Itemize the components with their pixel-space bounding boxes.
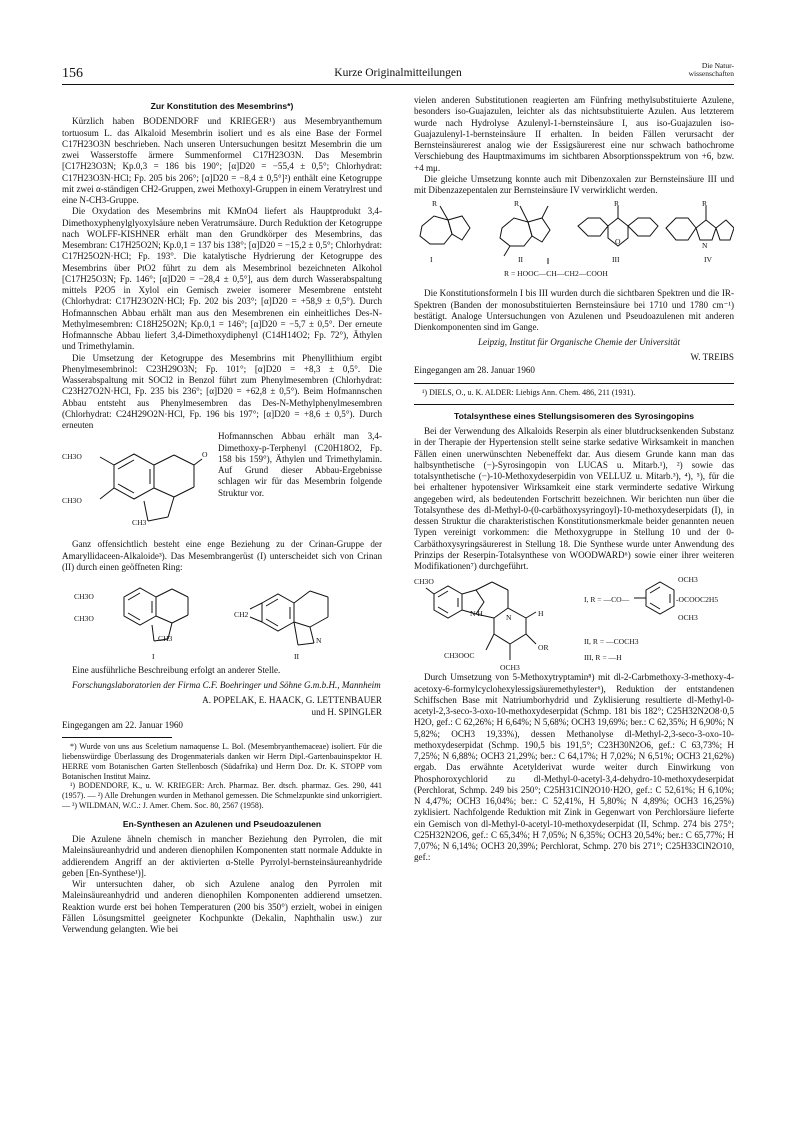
methylenedioxy-label: CH2	[234, 610, 249, 619]
article2-paragraph: Die Azulene ähneln chemisch in mancher Beziehung den Pyrrolen, die mit Maleinsäureanhydrid und anderen dienophilen Komponenten statt normale Addukte in addierendem Angriff an der aktivierten α-Stelle Pyrrolyl-bernsteinsäureanhydride geben [En-Synthese¹)].	[62, 834, 382, 878]
article1-authors: A. POPELAK, E. HAACK, G. LETTENBAUER	[202, 694, 382, 705]
methoxy-label: CH3O	[74, 614, 94, 623]
article3-paragraph: Bei der Verwendung des Alkaloids Reserpin als einer blutdrucksenkenden Substanz in der Therapie der Hypertension stellt seine starke sedative Wirksamkeit in manchen Fällen einen unerwünschten Nebeneffekt dar. Aus diesem Grunde kann man das halbsynthetische (−)-Syrosingopin von LUCAS u. Mitarb.¹), ²) sowie das totalsynthetische (−)-10-Methoxydeserpidin von VELLUZ u. Mitarb.³), ⁴), ⁵), für die bei erhaltener hypotensiver Wirksamkeit eine stark verminderte sedative Wirkung angegeben wird, als bedeutenden Fortschritt bezeichnen. Wir berichten nun über die Totalsynthese des dl-Methyl-0-(0-carbäthoxysyringoyl)-10-methoxydeserpidats (I), in dessen Struktur die charakteristischen Konstitutionsmerkmale beider genannten neuen Typen vereinigt vorkommen: die Methoxygruppe in Stellung 10 und der 0-Carbäthoxysyringsäurerest in Stellung 18. Die Synthese wurde unter Anwendung des Prinzips der Reserpin-Totalsynthese von WOODWARD⁶) sowie einer ihrer weiteren Modifikationen⁷) durchgeführt.	[414, 426, 734, 572]
article1-paragraph: Kürzlich haben BODENDORF und KRIEGER¹) aus Mesembryanthemum tortuosum L. das Alkaloid Mesembrin isoliert und es als eine Base der Formel C17H23O3N beschrieben. Nach unseren Untersuchungen besitzt Mesembrin die um zwei Wasserstoffe ärmere Summenformel C17H23O3N. Das Mesembrin [C17H23O3N; Kp.0,3 = 186 bis 190°; [α]D20 = −55,4 ± 0,5°; Chlorhydrat: C17H23O3N·HCl; Fp. 205 bis 206°; [α]D20 = −8,4 ± 0,5°]²) enthält eine Ketogruppe mit zwei α-ständigen CH2-Gruppen, zwei Methoxyl-Gruppen in einem Veratrylrest und eine N-CH3-Gruppe.	[62, 116, 382, 205]
structure-label-i: I	[152, 652, 155, 661]
footnote: *) Wurde von uns aus Sceletium namaquense L. Bol. (Mesembryanthemaceae) isoliert. Für die liebenswürdige Überlassung des Drogenmaterials danken wir Herrn Dipl.-Gartenbauinspektor H. HERRE vom Botanischen Garten Stellenbosch (Südafrika) und Herrn Doz. Dr. K. STOPP vom Botanischen Institut Mainz.	[62, 742, 382, 781]
methoxy-label: CH3O	[414, 577, 434, 587]
succinic-r-formula: R = HOOC—CH—CH2—COOH	[504, 269, 608, 279]
page-number: 156	[62, 66, 83, 81]
article2-paragraph: Die gleiche Umsetzung konnte auch mit Dibenzoxalen zur Bernsteinsäure III und mit Dibenzazepentalen zur Bernsteinsäure IV verwirklicht werden.	[414, 173, 734, 195]
carbethoxy-label: -OCOOC2H5	[676, 595, 719, 605]
deserpidate-structure-figure	[414, 572, 734, 672]
residue-r-iii-label: III, R = —H	[584, 653, 622, 663]
n-methyl-label: CH3	[132, 518, 147, 528]
article2-paragraph: vielen anderen Substitutionen reagierten am Fünfring methylsubstituierte Azulene, besonders iso-Guajazulen, leichter als das nichtsubstituierte Azulen. Aus letzterem wurde nach Hydrolyse Azulenyl-1-bernsteinsäure I, aus iso-Guajazulen iso-Guajazulenyl-1-bernsteinsäure II erhalten. In beiden Fällen verursacht der Bernsteinsäurerest analog wie der Essigsäurerest eine nur schwach bathochrome Verschiebung des Hauptmaximums im sichtbaren Absorptionsspektrum von +6, bzw. +4 mμ.	[414, 95, 734, 173]
oxygen-label: O	[615, 237, 621, 247]
article2-author: W. TREIBS	[690, 351, 734, 362]
footnote-divider	[414, 383, 734, 384]
mesembrin-structure-block	[62, 431, 382, 539]
left-column	[62, 95, 382, 935]
article1-title: Zur Konstitution des Mesembrins*)	[150, 101, 294, 111]
methoxy-label: OCH3	[678, 575, 698, 585]
right-column	[414, 95, 734, 864]
residue-r-i-label: I, R = —CO—	[584, 595, 630, 605]
footnote: ¹) BODENDORF, K., u. W. KRIEGER: Arch. Pharmaz. Ber. dtsch. pharmaz. Ges. 290, 441 (1957). — ²) Alle Drehungen wurden in Methanol gemessen. Die Schmelzpunkte sind unkorrigiert. — ³) WILDMAN, W.C.: J. Amer. Chem. Soc. 80, 2567 (1958).	[62, 781, 382, 811]
article2-title: En-Synthesen an Azulenen und Pseudoazulenen	[122, 818, 322, 829]
article2-affiliation: Leipzig, Institut für Organische Chemie der Universität	[478, 337, 680, 348]
article3-paragraph: Durch Umsetzung von 5-Methoxytryptamin⁸) mit dl-2-Carbmethoxy-3-methoxy-4-acetoxy-6-formylcyclohexylessigsäuremethylester⁶), Reduktion der entstandenen Schiffschen Base mit Natriumborhydrid und Zyklisierung resultierte dl-Methyl-0-acetyl-2,3-seco-3-oxo-10-methoxydeserpidat (Schmp. 181 bis 182°; C25H32N2O8·0,5 H2O, gef.: C 62,26%; H 6,64%; N 5,68%; OCH3 19,69%; ber.: C 62,35%; H 6,90%; N 5,82%; OCH3 19,33%), dessen Methanolyse dl-Methyl-2,3-seco-3-oxo-10-methoxydeserpidat (Schmp. 190,5 bis 191,5°; C23H30N2O6, gef.: C 63,73%; H 7,25%; N 6,88%; OCH3 21,29%; ber.: C 64,17%; H 7,02%; N 6,51%; OCH3 21,62%) ergab. Das erwähnte Acetylderivat wurde weiter durch Einwirkung von Phosphoroxychlorid zu dl-Methyl-0-acetyl-3,4-dehydro-10-methoxydeserpidat (Perchlorat, Schmp. 249 bis 250°; C25H31ClN2O10·H2O, gef.: C 52,61%; H 6,10%; N 4,47%; OCH3 16,04%; ber.: C 52,41%, H 5,80%; N 4,89%; OCH3 16,25%) zyklisiert. Nachfolgende Reduktion mit Zink in Gegenwart von Perchlorsäure lieferte ein Gemisch von dl-Methyl-0-acetyl-10-methoxydeserpidat (II, Schmp. 274 bis 275°; C25H32N2O6, gef.: C 65,34%; H 7,05%; N 6,35%; OCH3 20,54%; ber.: C 65,77%; H 7,07%; N 6,14%; OCH3 20,39%; Perchlorat, Schmp. 270 bis 271°; C25H33ClN2O10, gef.:	[414, 672, 734, 863]
section-title: Kurze Originalmitteilungen	[334, 67, 462, 79]
footnote-divider	[62, 737, 172, 738]
ester-label: CH3OOC	[444, 651, 475, 661]
residue-r-ii-label: II, R = —COCH3	[584, 637, 639, 647]
substituent-r-label: R	[514, 199, 520, 209]
article1-paragraph: Die Oxydation des Mesembrins mit KMnO4 liefert als Hauptprodukt 3,4-Dimethoxyphenylglyoxylsäure neben Veratrumsäure. Durch Reduktion der Ketogruppe nach WOLFF-KISHNER erhält man den Grundkörper des Mesembrins, das Mesembran: C17H25O2N; Kp.0,1 = 137 bis 138°; [α]D20 = −15,2 ± 0,5°; Chlorhydrat: C17H25O2N·HCl; Fp. 193°. Die katalytische Hydrierung der Ketogruppe des Mesembrins über PtO2 führt zu dem als Mesembrinol bezeichneten Alkohol [C17H25O3N; Fp. 146°; [α]D20 = −28,4 ± 0,5°], aus dem durch Wasserabspaltung mittels P2O5 in Xylol ein Gemisch zweier isomerer Mesembrene entsteht (Chlorhydrat: C17H23O2N·HCl; Fp. 202 bis 203°; [α]D20 = +58,9 ± 0,5°). Durch Hofmannschen Abbau erhält man aus den Mesembrenen ein einheitliches Des-N-Methylmesembren: C18H25O2N; Kp.0,1 = 146°; [α]D20 = −5,7 ± 0,5°. Der erneute Hofmannsche Abbau liefert 3,4-Dimethoxydiphenyl (C14H14O2; Fp. 72°), Äthylen und Trimethylamin.	[62, 206, 382, 352]
nitrogen-label: N	[702, 241, 708, 251]
journal-line-2: wissenschaften	[688, 69, 734, 78]
methoxy-label: OCH3	[678, 613, 698, 623]
mesembran-crinan-figure	[62, 573, 382, 665]
substituent-r-label: R	[702, 199, 708, 209]
article2-received-date: Eingegangen am 28. Januar 1960	[414, 364, 535, 375]
substituent-r-label: R	[432, 199, 438, 209]
methoxy-label: CH3O	[74, 592, 94, 601]
indole-nh-label: N H	[470, 609, 483, 619]
nitrogen-label: N	[506, 613, 512, 623]
or-label: OR	[538, 643, 549, 653]
compound-label-ii: II	[518, 255, 524, 265]
article1-footnotes	[62, 742, 382, 811]
compound-label-iv: IV	[704, 255, 713, 265]
azulene-succinic-figure	[414, 196, 734, 288]
keto-oxygen-label: O	[202, 450, 208, 460]
article2-paragraph: Die Konstitutionsformeln I bis III wurden durch die sichtbaren Spektren und die IR-Spektren (Banden der monosubstituierten Bernsteinsäure bei 1710 und 1780 cm⁻¹) bestätigt. Analoge Untersuchungen von Azulenen und Pseudoazulenen mit anderen Dienkomponenten sind im Gange.	[414, 288, 734, 332]
mesembran-crinan-drawing	[62, 573, 382, 665]
mesembrin-structure-figure	[62, 431, 214, 539]
article1-affiliation: Forschungslaboratorien der Firma C.F. Boehringer und Söhne G.m.b.H., Mannheim	[72, 680, 381, 691]
structure-label-ii: II	[294, 652, 300, 661]
article1-paragraph: Hofmannschen Abbau erhält man 3,4-Dimethoxy-p-Terphenyl (C20H18O2, Fp. 158 bis 159°), Äthylen und Trimethylamin. Auf Grund dieser Abbau-Ergebnisse schlagen wir für das Mesembrin folgende Struktur vor.	[218, 431, 382, 498]
methoxy-label: CH3O	[62, 496, 82, 506]
article1-paragraph: Ganz offensichtlich besteht eine enge Beziehung zu der Crinan-Gruppe der Amaryllidaceen-Alkaloide³). Das Mesembrangerüst (I) unterscheidet sich von Crinan (II) durch einen geöffneten Ring:	[62, 539, 382, 572]
n-methyl-label: CH3	[158, 634, 173, 643]
article-divider	[414, 404, 734, 405]
article3-title: Totalsynthese eines Stellungsisomeren des Syrosingopins	[453, 410, 695, 421]
article1-paragraph: Eine ausführliche Beschreibung erfolgt an anderer Stelle.	[72, 665, 281, 675]
methoxy-label: CH3O	[62, 452, 82, 462]
compound-label-iii: III	[612, 255, 620, 265]
journal-line-1: Die Natur-	[701, 61, 734, 70]
page-header	[62, 62, 734, 85]
article2-paragraph: Wir untersuchten daher, ob sich Azulene analog den Pyrrolen mit Maleinsäureanhydrid und anderen dienophilen Komponenten addierend umsetzen. Reaktion wurde erst bei hohen Temperaturen (200 bis 350°) erzielt, wobei in einigen Fällen Lösungsmittel geeigneter Kochpunkte (Dekalin, Naphthalin usw.) zur Verwendung gelangten. Wie bei	[62, 879, 382, 935]
footnote: ¹) DIELS, O., u. K. ALDER: Liebigs Ann. Chem. 486, 211 (1931).	[422, 388, 636, 397]
substituent-r-label: R	[614, 199, 620, 209]
article1-paragraph: Die Umsetzung der Ketogruppe des Mesembrins mit Phenyllithium ergibt Phenylmesembrinol: C23H29O3N; Fp. 101°; [α]D20 = +8,3 ± 0,5°. Die Wasserabspaltung mit SOCl2 in Benzol führt zum Phenylmesembren (Chlorhydrat: C23H27O2N·HCl, Fp. 235 bis 236°; [α]D20 = +62,8 ± 0,5°). Beim Hofmannschen Abbau entsteht aus Phenylmesembren das Des-N-Methylphenylmesembren (Chlorhydrat: C24H29O2N·HCl, Fp. 196 bis 197°; [α]D20 = +8,6 ± 0,5°). Durch erneuten	[62, 352, 382, 430]
article1-received-date: Eingegangen am 22. Januar 1960	[62, 720, 183, 730]
hydrogen-label: H	[538, 609, 544, 619]
compound-label-i: I	[430, 255, 433, 265]
article2-footnotes	[414, 388, 734, 398]
methoxy-label: OCH3	[500, 663, 520, 673]
journal-name	[689, 62, 734, 78]
crinan-nitrogen-label: N	[316, 636, 322, 645]
article1-authors: und H. SPINGLER	[311, 706, 382, 717]
